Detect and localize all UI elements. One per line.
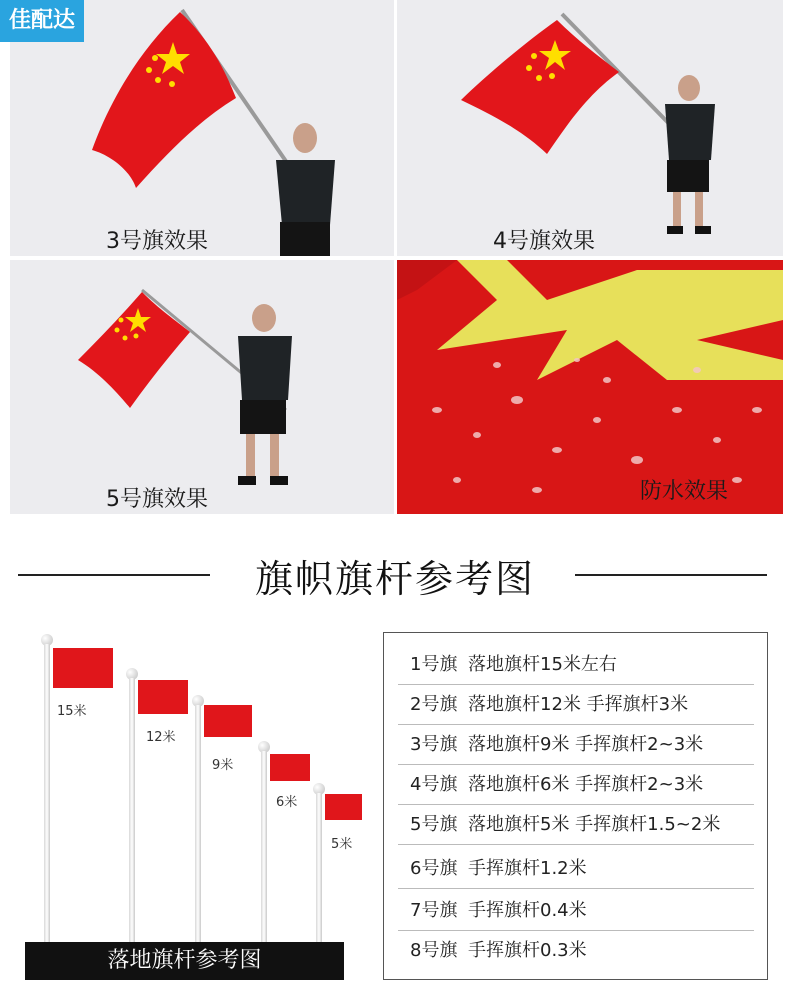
divider-right: [575, 574, 767, 576]
flag-icon: [53, 648, 113, 688]
reference-row: [398, 891, 754, 931]
pole-recommendation: 手挥旗杆0.4米: [468, 900, 587, 921]
pole-height-label: 15米: [57, 704, 87, 719]
flagpole-5m: [316, 793, 322, 942]
reference-row: [398, 725, 754, 765]
flag-waving-illustration: [10, 260, 394, 514]
flag-size: 6号旗: [410, 858, 458, 879]
pole-height-label: 6米: [276, 795, 298, 810]
reference-row: [398, 645, 754, 685]
reference-row: [398, 805, 754, 845]
flag-icon: [204, 705, 252, 737]
reference-row: [398, 849, 754, 889]
flag-icon: [270, 754, 310, 781]
reference-row: [398, 931, 754, 971]
flag-size: 4号旗: [410, 774, 458, 795]
reference-row: [398, 685, 754, 725]
flag-size: 8号旗: [410, 940, 458, 961]
photo-caption: 5号旗效果: [106, 487, 208, 512]
flag-size: 5号旗: [410, 814, 458, 835]
photo-caption: 3号旗效果: [106, 229, 208, 254]
flag-waving-illustration: [397, 0, 783, 256]
flagpole-diagram-caption: 落地旗杆参考图: [25, 942, 344, 980]
flagpole-diagram: [25, 630, 355, 980]
pole-recommendation: 手挥旗杆0.3米: [468, 940, 587, 961]
pole-height-label: 12米: [146, 730, 176, 745]
brand-logo: 佳配达: [0, 0, 84, 42]
flagpole-9m: [195, 705, 201, 942]
photo-waterproof: [397, 260, 783, 514]
photo-caption: 防水效果: [640, 479, 729, 504]
pole-recommendation: 落地旗杆6米 手挥旗杆2~3米: [468, 774, 704, 795]
photo-flag-size-4: [397, 0, 783, 256]
flag-size: 3号旗: [410, 734, 458, 755]
flagpole-12m: [129, 678, 135, 942]
photo-caption: 4号旗效果: [493, 229, 595, 254]
pole-recommendation: 落地旗杆9米 手挥旗杆2~3米: [468, 734, 704, 755]
photo-flag-size-5: [10, 260, 394, 514]
pole-recommendation: 手挥旗杆1.2米: [468, 858, 587, 879]
flagpole-15m: [44, 644, 50, 942]
flag-icon: [138, 680, 188, 714]
pole-recommendation: 落地旗杆12米 手挥旗杆3米: [468, 694, 689, 715]
pole-height-label: 9米: [212, 758, 234, 773]
flag-size: 7号旗: [410, 900, 458, 921]
flag-icon: [325, 794, 362, 820]
reference-row: [398, 765, 754, 805]
flag-size: 2号旗: [410, 694, 458, 715]
section-title: 旗帜旗杆参考图: [254, 557, 535, 601]
flagpole-6m: [261, 751, 267, 942]
pole-recommendation: 落地旗杆15米左右: [468, 654, 617, 675]
flag-size-reference-table: [383, 632, 768, 980]
pole-height-label: 5米: [331, 837, 353, 852]
pole-recommendation: 落地旗杆5米 手挥旗杆1.5~2米: [468, 814, 721, 835]
flag-size: 1号旗: [410, 654, 458, 675]
